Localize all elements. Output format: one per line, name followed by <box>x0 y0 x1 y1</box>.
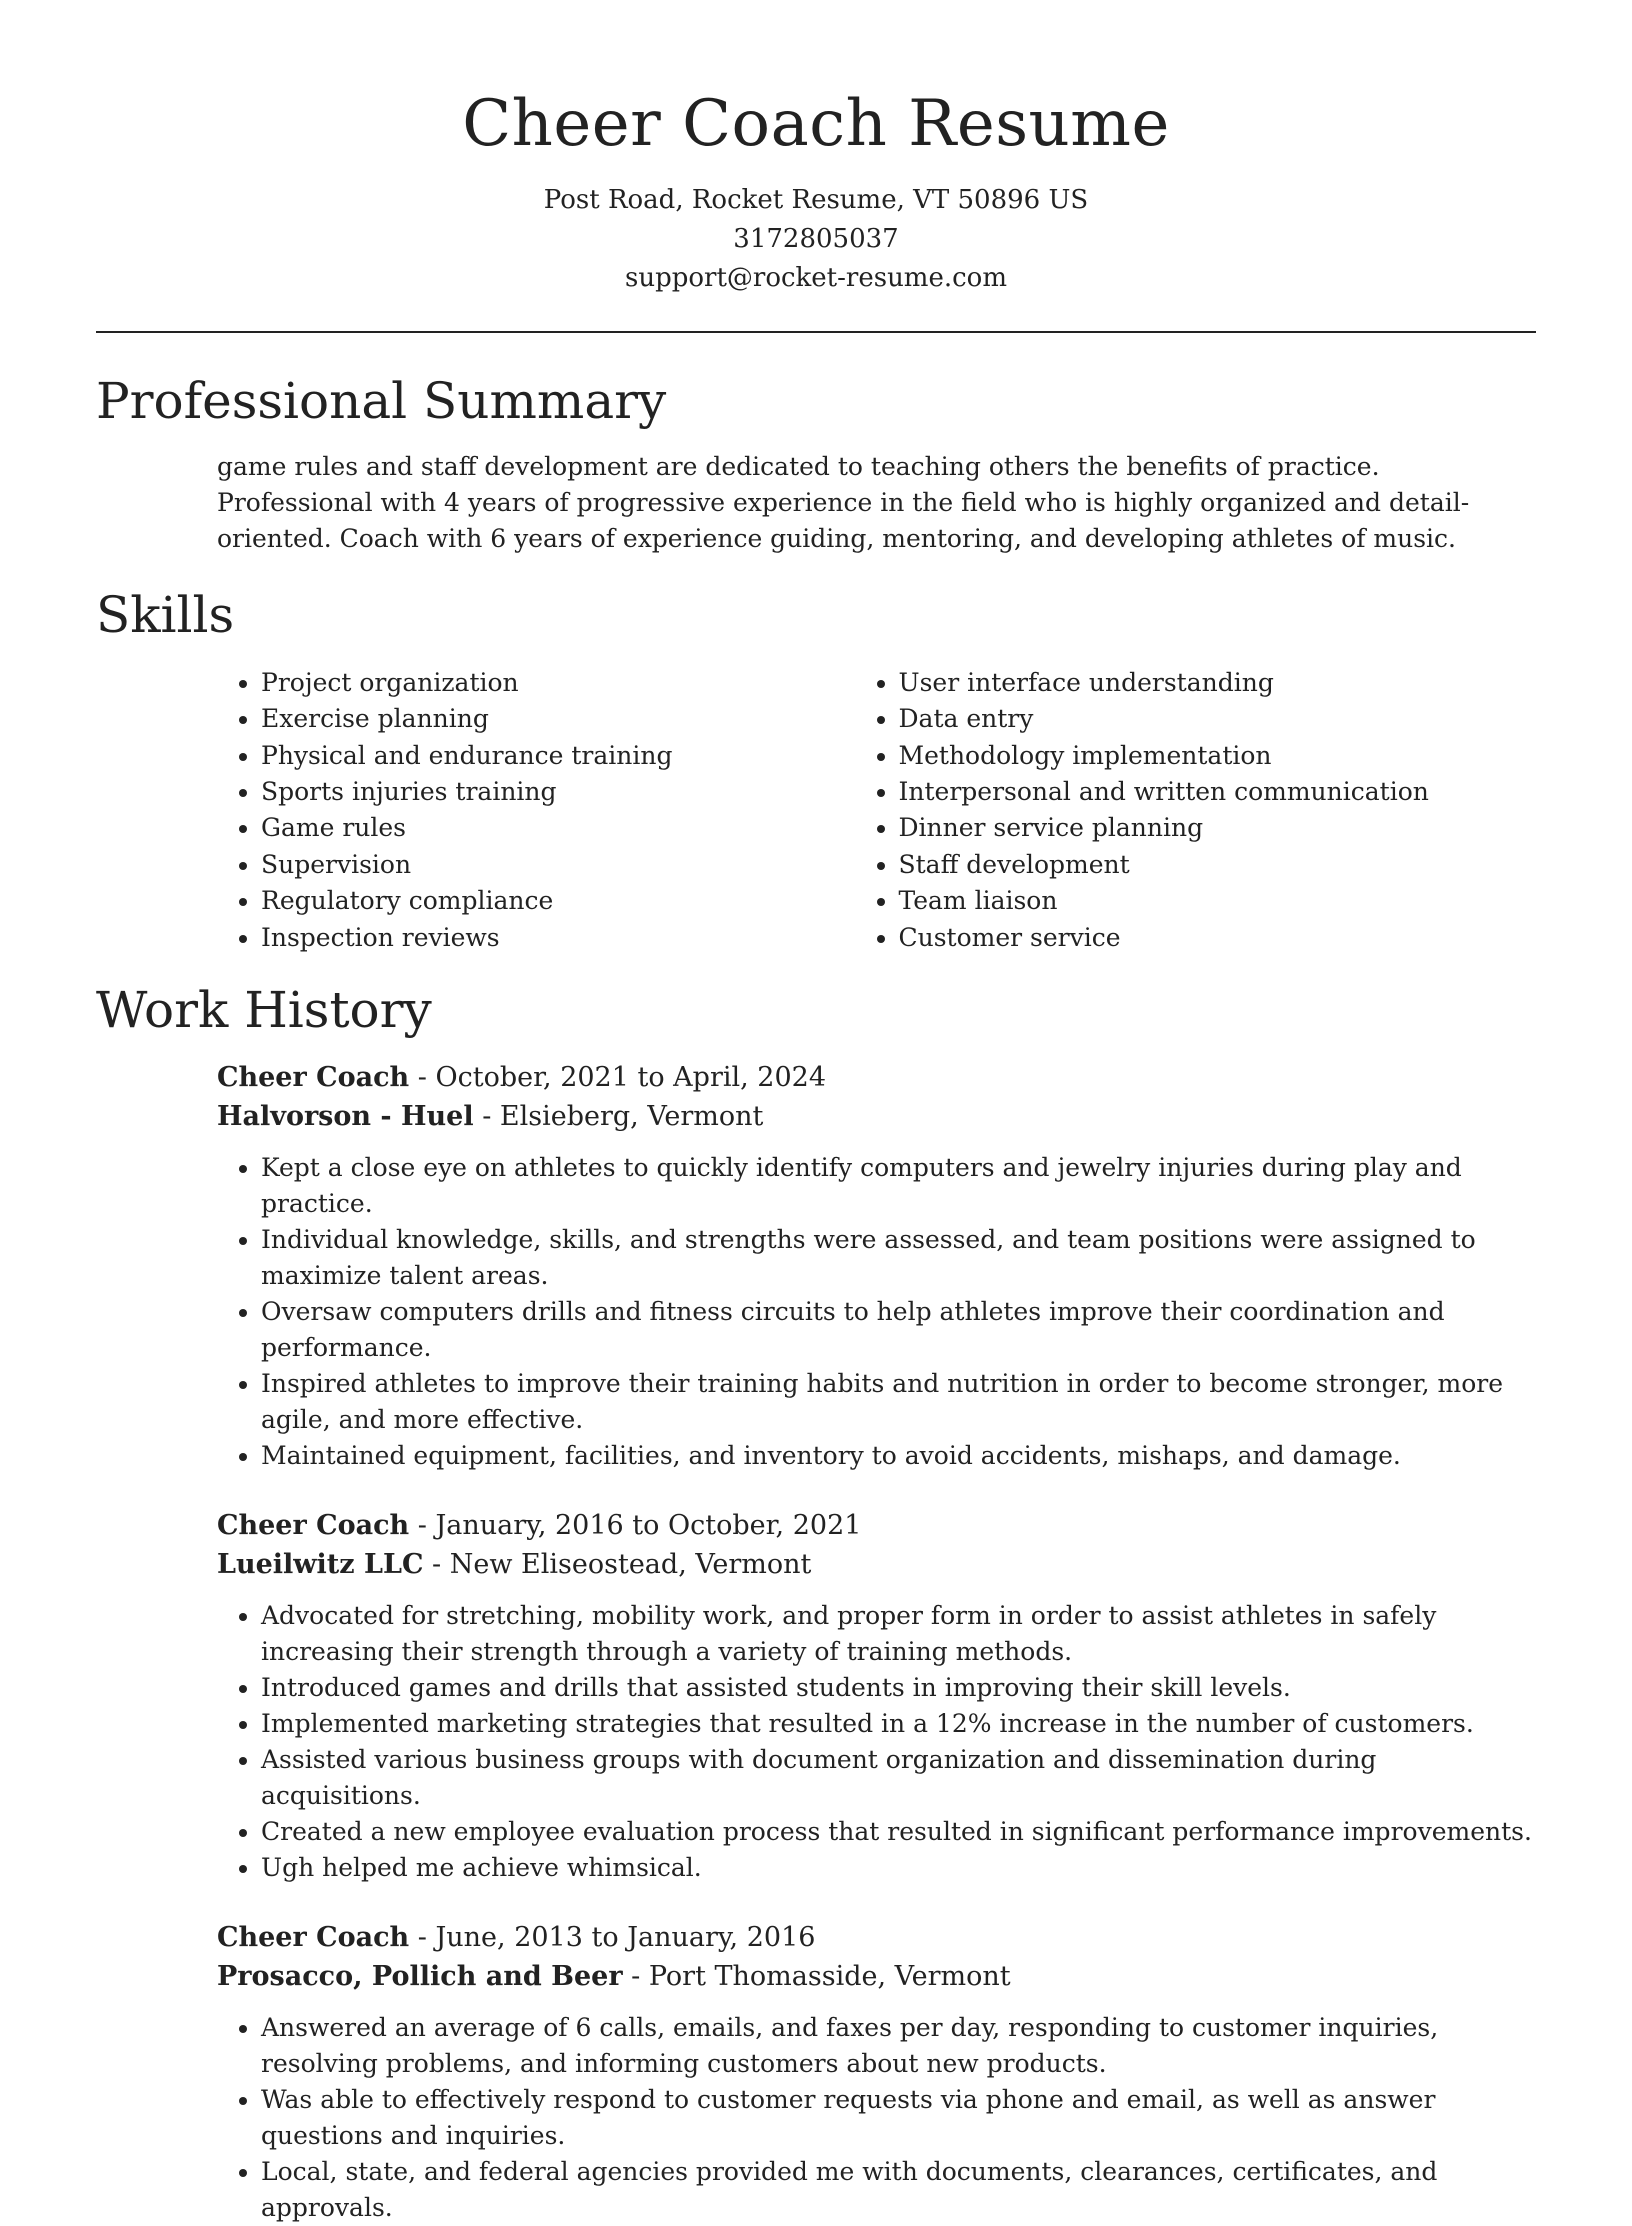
job-bullet: • Implemented marketing strategies that resulted in a 12% increase in the number of customers. <box>261 1706 1536 1742</box>
skill-item: • Customer service <box>899 920 1537 956</box>
skill-item: • Data entry <box>899 701 1537 737</box>
phone: 3172805037 <box>733 223 899 254</box>
job-entry <box>217 1058 1536 1474</box>
skill-item: • Game rules <box>261 810 899 846</box>
resume-header <box>96 0 1536 298</box>
job-bullet: • Advocated for stretching, mobility work, and proper form in order to assist athletes in safely increasing their strength through a variety of training methods. <box>261 1598 1536 1670</box>
job-role: Cheer Coach <box>217 1510 410 1542</box>
job-entry <box>217 1918 1536 2226</box>
job-entry <box>217 1506 1536 1886</box>
job-role: Cheer Coach <box>217 1062 410 1094</box>
job-bullet: • Introduced games and drills that assisted students in improving their skill levels. <box>261 1670 1536 1706</box>
job-company: Prosacco, Pollich and Beer <box>217 1961 623 1993</box>
skill-item: • Exercise planning <box>261 701 899 737</box>
job-bullet: • Individual knowledge, skills, and strengths were assessed, and team positions were assigned to maximize talent areas. <box>261 1222 1536 1294</box>
skill-item: • Inspection reviews <box>261 920 899 956</box>
skill-item: • Regulatory compliance <box>261 883 899 919</box>
job-bullets <box>217 2010 1536 2226</box>
job-bullet: • Answered an average of 6 calls, emails, and faxes per day, responding to customer inquiries, resolving problems, and informing customers about new products. <box>261 2010 1536 2082</box>
job-company-line <box>217 1957 1536 1996</box>
skill-item: • Supervision <box>261 847 899 883</box>
job-company: Halvorson - Huel <box>217 1101 474 1133</box>
job-location: - New Eliseostead, Vermont <box>423 1549 812 1581</box>
job-location: - Elsieberg, Vermont <box>473 1101 764 1133</box>
job-bullet: • Created a new employee evaluation process that resulted in significant performance improvements. <box>261 1814 1536 1850</box>
address: Post Road, Rocket Resume, VT 50896 US <box>543 184 1089 215</box>
skills-list <box>217 665 1536 956</box>
skills-heading: Skills <box>96 585 235 644</box>
email: support@rocket-resume.com <box>624 262 1007 293</box>
job-heading <box>217 1506 1536 1584</box>
job-bullet: • Ugh helped me achieve whimsical. <box>261 1850 1536 1886</box>
job-bullets <box>217 1150 1536 1474</box>
summary-text: game rules and staff development are dedicated to teaching others the benefits of practice. Professional with 4 years of progressive experience in the field who is highly organized and detail-oriented. Coach with 6 years of experience guiding, mentoring, and developing athletes of music. <box>217 451 1470 553</box>
skill-item: • Team liaison <box>899 883 1537 919</box>
job-bullets <box>217 1598 1536 1886</box>
skill-item: • Physical and endurance training <box>261 738 899 774</box>
job-title-line <box>217 1506 1536 1545</box>
job-dates: - October, 2021 to April, 2024 <box>409 1062 827 1094</box>
job-heading <box>217 1918 1536 1996</box>
job-dates: - June, 2013 to January, 2016 <box>409 1922 816 1954</box>
job-role: Cheer Coach <box>217 1922 410 1954</box>
job-bullet: • Oversaw computers drills and fitness circuits to help athletes improve their coordination and performance. <box>261 1294 1536 1366</box>
job-title-line <box>217 1058 1536 1097</box>
skill-item: • User interface understanding <box>899 665 1537 701</box>
skill-item: • Staff development <box>899 847 1537 883</box>
skill-item: • Dinner service planning <box>899 810 1537 846</box>
job-bullet: • Was able to effectively respond to customer requests via phone and email, as well as answer questions and inquiries. <box>261 2082 1536 2154</box>
job-heading <box>217 1058 1536 1136</box>
skill-item: • Project organization <box>261 665 899 701</box>
job-bullet: • Local, state, and federal agencies provided me with documents, clearances, certificates, and approvals. <box>261 2154 1536 2226</box>
resume-title: Cheer Coach Resume <box>462 87 1170 161</box>
skills-column-right <box>899 665 1537 956</box>
job-company-line <box>217 1545 1536 1584</box>
summary-heading: Professional Summary <box>96 371 667 430</box>
job-company: Lueilwitz LLC <box>217 1549 424 1581</box>
job-location: - Port Thomasside, Vermont <box>622 1961 1011 1993</box>
job-title-line <box>217 1918 1536 1957</box>
skill-item: • Methodology implementation <box>899 738 1537 774</box>
job-dates: - January, 2016 to October, 2021 <box>409 1510 862 1542</box>
job-bullet: • Assisted various business groups with document organization and dissemination during acquisitions. <box>261 1742 1536 1814</box>
work-history-heading: Work History <box>96 981 432 1040</box>
skills-column-left <box>217 665 899 956</box>
job-bullet: • Inspired athletes to improve their training habits and nutrition in order to become stronger, more agile, and more effective. <box>261 1366 1536 1438</box>
header-divider <box>96 331 1536 333</box>
job-bullet: • Kept a close eye on athletes to quickly identify computers and jewelry injuries during play and practice. <box>261 1150 1536 1222</box>
job-bullet: • Maintained equipment, facilities, and inventory to avoid accidents, mishaps, and damage. <box>261 1438 1536 1474</box>
skill-item: • Interpersonal and written communication <box>899 774 1537 810</box>
skill-item: • Sports injuries training <box>261 774 899 810</box>
job-company-line <box>217 1097 1536 1136</box>
